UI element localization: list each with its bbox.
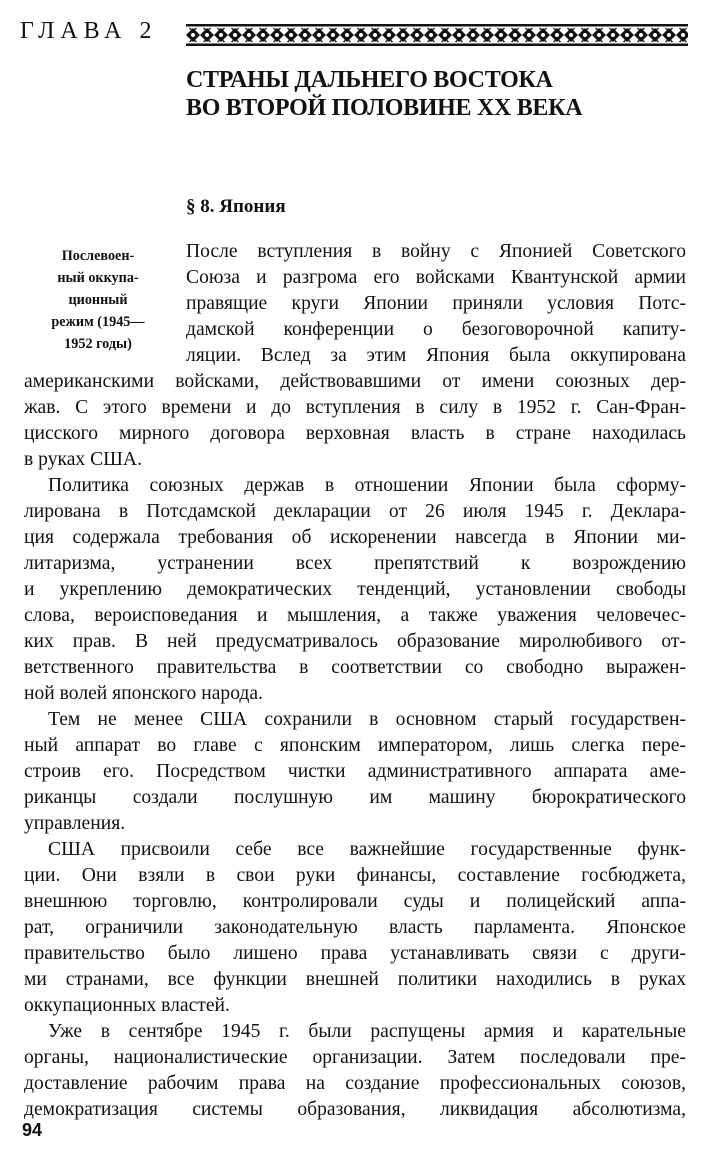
margin-note-line: режим (1945— [51,314,145,330]
text-line: ции. Они взяли в свои руки финансы, составление госбюджета, [24,865,686,886]
text-line: литаризма, устранении всех препятствий к возрождению [24,553,686,574]
text-line: Союза и разгрома его войсками Квантунской армии [186,267,686,288]
page-number: 94 [22,1120,43,1140]
margin-note-line: 1952 годы) [64,336,132,352]
text-line: США присвоили себе все важнейшие государственные функ- [48,839,686,860]
text-line: жав. С этого времени и до вступления в силу в 1952 г. Сан-Фран- [24,397,686,418]
text-line: ный аппарат во главе с японским императором, лишь слегка пере- [24,735,686,756]
text-line: рат, ограничили законодательную власть парламента. Японское [24,917,686,938]
chapter-title [186,66,686,122]
text-line: риканцы создали послушную им машину бюрократического [24,787,686,808]
section-heading: § 8. Япония [186,196,286,217]
text-line: органы, националистические организации. Затем последовали пре- [24,1047,686,1068]
margin-note-line: ный оккупа- [57,270,139,286]
text-line: Уже в сентябре 1945 г. были распущены армия и карательные [48,1021,686,1042]
text-line: в руках США. [24,449,142,470]
chapter-label: ГЛАВА 2 [20,18,158,44]
text-line: строив его. Посредством чистки административного аппарата аме- [24,761,686,782]
text-line: Политика союзных держав в отношении Японии была сформу- [48,475,686,496]
chapter-title-line-1: СТРАНЫ ДАЛЬНЕГО ВОСТОКА [186,67,553,93]
chapter-title-line-2: ВО ВТОРОЙ ПОЛОВИНЕ XX ВЕКА [186,95,583,121]
text-line: ция содержала требования об искоренении навсегда в Японии ми- [24,527,686,548]
text-line: лирована в Потсдамской декларации от 26 июля 1945 г. Деклара- [24,501,686,522]
text-line: цисского мирного договора верховная власть в стране находилась [24,423,686,444]
text-line: управления. [24,813,126,834]
text-line: оккупационных властей. [24,995,230,1016]
margin-note-line: Послевоен- [61,248,135,264]
text-line: демократизация системы образования, ликвидация абсолютизма, [24,1099,686,1120]
margin-note-line: ционный [68,292,128,308]
text-line: ной волей японского народа. [24,683,263,704]
margin-note [24,245,172,355]
text-line: ляции. Вслед за этим Япония была оккупирована [186,345,686,366]
ornament-border [186,24,688,46]
text-line: После вступления в войну с Японией Советского [186,241,686,262]
text-line: правящие круги Японии приняли условия Потс- [186,293,686,314]
text-line: и укреплению демократических тенденций, установлении свободы [24,579,686,600]
text-line: американскими войсками, действовавшими от имени союзных дер- [24,371,686,392]
text-line: правительство было лишено права устанавливать связи с други- [24,943,686,964]
text-line: ких прав. В ней предусматривалось образование миролюбивого от- [24,631,686,652]
text-line: дамской конференции о безоговорочной капиту- [186,319,686,340]
text-line: ми странами, все функции внешней политики находились в руках [24,969,686,990]
text-line: доставление рабочим права на создание профессиональных союзов, [24,1073,686,1094]
text-line: Тем не менее США сохранили в основном старый государствен- [48,709,686,730]
text-line: внешнюю торговлю, контролировали суды и полицейский аппа- [24,891,686,912]
text-line: слова, вероисповедания и мышления, а также уважения человечес- [24,605,686,626]
text-line: ветственного правительства в соответствии со свободно выражен- [24,657,686,678]
